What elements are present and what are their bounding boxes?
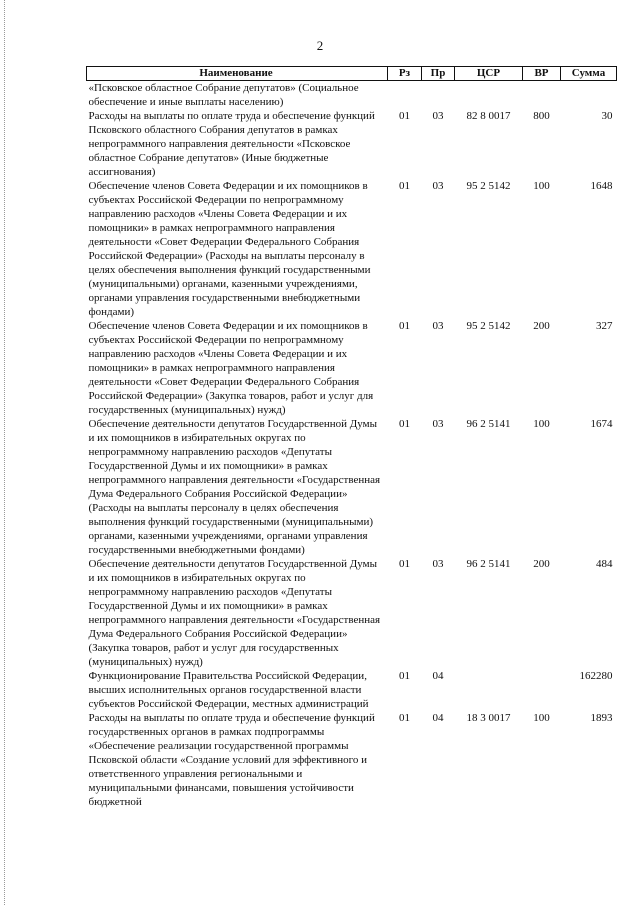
column-header-vr: ВР [523, 67, 561, 81]
row-name: Расходы на выплаты по оплате труда и обеспечение функций Псковского областного Собрания депутатов в рамках непрограммного направления деятельности «Псковское областное Собрание депутатов» (Иные бюджетные ассигнования) [88, 110, 375, 178]
row-sum: 162280 [579, 670, 613, 682]
row-pr: 03 [432, 110, 444, 122]
row-sum: 1648 [590, 180, 613, 192]
row-csr: 96 2 5141 [466, 558, 511, 570]
row-csr: 95 2 5142 [466, 320, 511, 332]
table-row [87, 417, 617, 557]
row-pr: 04 [432, 712, 444, 724]
row-csr: 82 8 0017 [466, 110, 511, 122]
row-rz [388, 81, 422, 110]
row-pr: 03 [432, 418, 444, 430]
row-vr [523, 81, 561, 110]
row-sum: 327 [596, 320, 613, 332]
row-csr [455, 81, 523, 110]
row-vr: 100 [533, 418, 550, 430]
column-header-name: Наименование [87, 67, 388, 81]
row-rz: 01 [399, 558, 410, 570]
row-sum [561, 81, 617, 110]
row-pr [422, 81, 455, 110]
table-row [87, 109, 617, 179]
table-row [87, 557, 617, 669]
row-rz: 01 [399, 670, 410, 682]
row-vr: 200 [533, 320, 550, 332]
row-pr: 03 [432, 320, 444, 332]
table-row [87, 319, 617, 417]
row-vr: 200 [533, 558, 550, 570]
row-name: Функционирование Правительства Российской Федерации, высших исполнительных органов государственной власти субъектов Российской Федерации, местных администраций [88, 670, 369, 710]
row-sum: 484 [596, 558, 613, 570]
budget-table [86, 66, 617, 809]
page-number: 2 [316, 38, 324, 53]
table-row [87, 179, 617, 319]
page-edge-line [4, 0, 7, 905]
row-pr: 03 [432, 180, 444, 192]
column-header-sum: Сумма [561, 67, 617, 81]
row-name: Обеспечение членов Совета Федерации и их помощников в субъектах Российской Федерации по непрограммному направлению расходов «Члены Совета Федерации и их помощники» в рамках непрограммного направления деятельности «Совет Федерации Федерального Собрания Российской Федерации» (Закупка товаров, работ и услуг для государственных (муниципальных) нужд) [88, 320, 374, 416]
column-header-csr: ЦСР [455, 67, 523, 81]
row-pr: 04 [432, 670, 444, 682]
row-rz: 01 [399, 418, 410, 430]
row-vr: 100 [533, 712, 550, 724]
row-name: Обеспечение членов Совета Федерации и их помощников в субъектах Российской Федерации по непрограммному направлению расходов «Члены Совета Федерации и их помощники» в рамках непрограммного направления деятельности «Совет Федерации Федерального Собрания Российской Федерации» (Расходы на выплаты персоналу в целях обеспечения выполнения функций государственными (муниципальными) органами, казенными учреждениями, органами управления государственными внебюджетными фондами) [88, 180, 371, 318]
row-sum: 30 [601, 110, 613, 122]
row-name: Обеспечение деятельности депутатов Государственной Думы и их помощников в избирательных округах по непрограммному направлению расходов «Депутаты Государственной Думы и их помощники» в рамках непрограммного направления деятельности «Государственная Дума Федерального Собрания Российской Федерации» (Расходы на выплаты персоналу в целях обеспечения выполнения функций государственными (муниципальными) органами, казенными учреждениями, органами управления государственными внебюджетными фондами) [88, 418, 381, 556]
column-header-rz: Рз [388, 67, 422, 81]
row-vr: 800 [533, 110, 550, 122]
row-rz: 01 [399, 180, 410, 192]
row-sum: 1893 [590, 712, 613, 724]
table-row [87, 669, 617, 711]
column-header-pr: Пр [422, 67, 455, 81]
table-row [87, 81, 617, 110]
row-csr: 95 2 5142 [466, 180, 511, 192]
row-pr: 03 [432, 558, 444, 570]
table-row [87, 711, 617, 809]
table-header [87, 67, 617, 81]
row-csr: 96 2 5141 [466, 418, 511, 430]
row-vr [523, 669, 561, 711]
row-rz: 01 [399, 712, 410, 724]
row-csr: 18 3 0017 [466, 712, 511, 724]
row-rz: 01 [399, 320, 410, 332]
row-name: Расходы на выплаты по оплате труда и обеспечение функций государственных органов в рамках подпрограммы «Обеспечение реализации государственной программы Псковской области «Создание условий для эффективного и ответственного управления региональными и муниципальными финансами, повышения устойчивости бюджетной [88, 712, 375, 808]
row-rz: 01 [399, 110, 410, 122]
row-name: «Псковское областное Собрание депутатов» (Социальное обеспечение и иные выплаты населению) [88, 82, 359, 108]
row-csr [455, 669, 523, 711]
row-sum: 1674 [590, 418, 613, 430]
row-name: Обеспечение деятельности депутатов Государственной Думы и их помощников в избирательных округах по непрограммному направлению расходов «Депутаты Государственной Думы и их помощники» в рамках непрограммного направления деятельности «Государственная Дума Федерального Собрания Российской Федерации» (Закупка товаров, работ и услуг для государственных (муниципальных) нужд) [88, 558, 381, 668]
row-vr: 100 [533, 180, 550, 192]
